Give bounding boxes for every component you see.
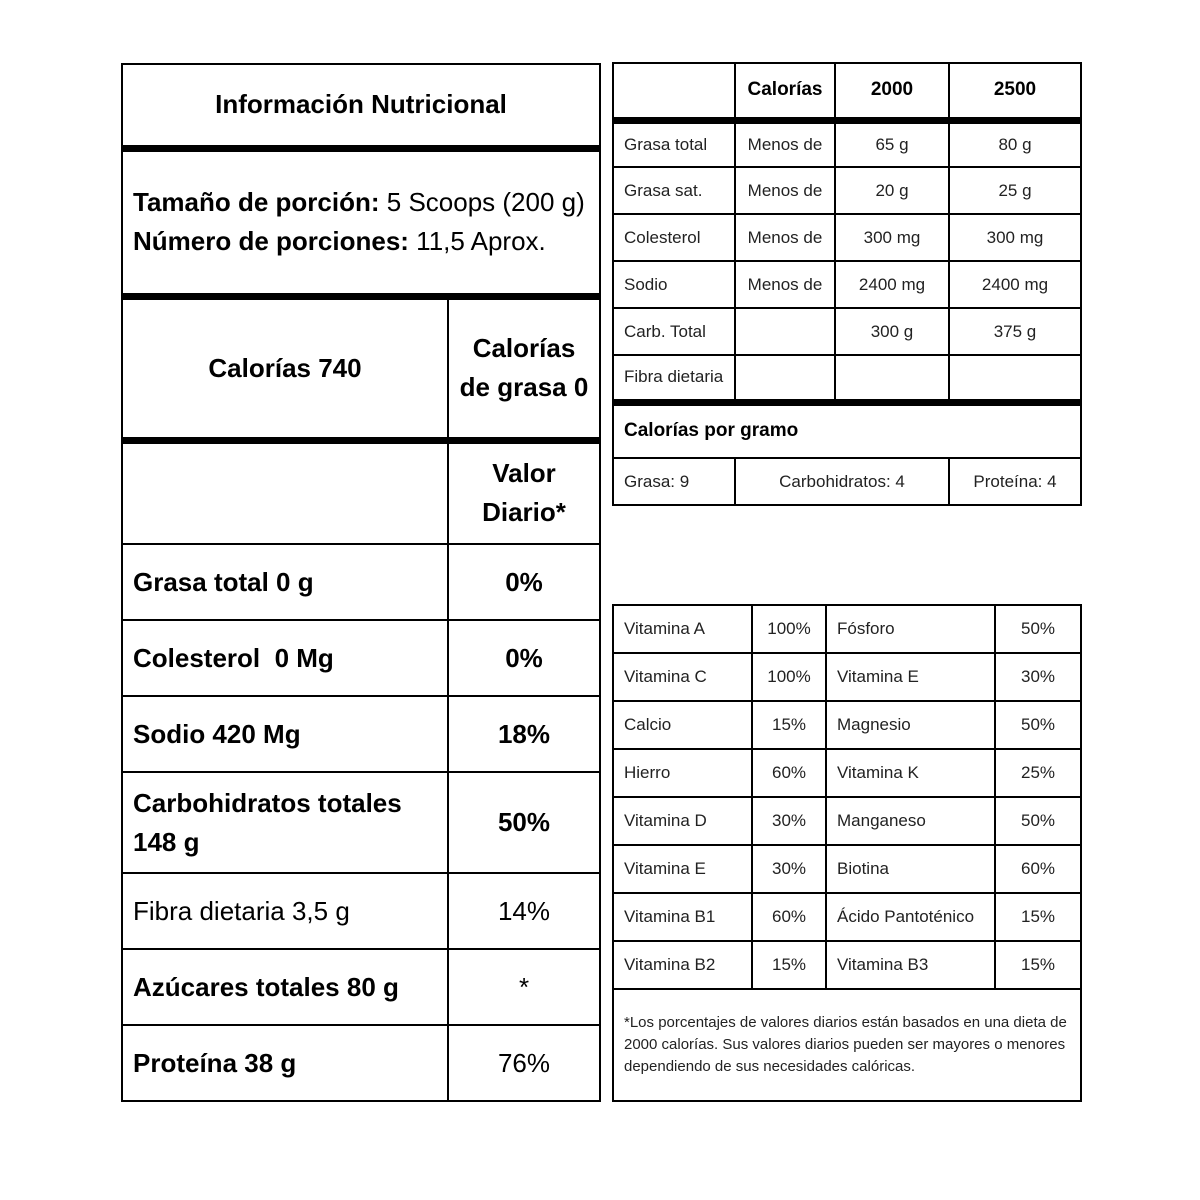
vitamin-dv: 30% bbox=[752, 797, 826, 845]
vitamin-dv: 50% bbox=[995, 605, 1081, 653]
reference-row bbox=[613, 120, 1081, 167]
reference-header-cell: 2000 bbox=[835, 63, 949, 120]
reference-value-2000: 300 g bbox=[835, 308, 949, 355]
nutrient-name: Azúcares totales 80 g bbox=[122, 949, 448, 1025]
calories-total: Calorías 740 bbox=[122, 296, 448, 440]
vitamin-row bbox=[613, 941, 1081, 989]
vitamin-dv: 25% bbox=[995, 749, 1081, 797]
reference-value-2500: 375 g bbox=[949, 308, 1081, 355]
reference-row bbox=[613, 308, 1081, 355]
vitamin-name: Biotina bbox=[826, 845, 995, 893]
vitamin-name: Ácido Pantoténico bbox=[826, 893, 995, 941]
vitamin-row bbox=[613, 893, 1081, 941]
reference-value-2500: 80 g bbox=[949, 120, 1081, 167]
nutrient-name: Sodio 420 Mg bbox=[122, 696, 448, 772]
vitamin-dv: 100% bbox=[752, 605, 826, 653]
vitamin-row bbox=[613, 605, 1081, 653]
nutrient-dv: 18% bbox=[448, 696, 600, 772]
vitamin-name: Vitamina B1 bbox=[613, 893, 752, 941]
nutrient-dv: 76% bbox=[448, 1025, 600, 1101]
label-title: Información Nutricional bbox=[122, 64, 600, 148]
serving-info bbox=[122, 148, 600, 296]
reference-qualifier bbox=[735, 308, 835, 355]
empty-cell bbox=[122, 440, 448, 544]
fat-calories-per-gram: Grasa: 9 bbox=[613, 458, 735, 505]
reference-value-2000 bbox=[835, 355, 949, 402]
nutrient-dv: 14% bbox=[448, 873, 600, 949]
vitamin-dv: 30% bbox=[752, 845, 826, 893]
daily-value-header: Valor Diario* bbox=[448, 440, 600, 544]
vitamin-dv: 60% bbox=[752, 893, 826, 941]
reference-nutrient: Fibra dietaria bbox=[613, 355, 735, 402]
vitamin-name: Vitamina A bbox=[613, 605, 752, 653]
vitamin-dv: 15% bbox=[752, 941, 826, 989]
carbs-calories-per-gram: Carbohidratos: 4 bbox=[735, 458, 949, 505]
nutrition-facts-table bbox=[121, 63, 601, 1102]
nutrient-row bbox=[122, 1025, 600, 1101]
reference-value-2500: 25 g bbox=[949, 167, 1081, 214]
vitamin-dv: 30% bbox=[995, 653, 1081, 701]
nutrient-row bbox=[122, 544, 600, 620]
reference-qualifier bbox=[735, 355, 835, 402]
reference-value-2000: 300 mg bbox=[835, 214, 949, 261]
nutrient-name: Proteína 38 g bbox=[122, 1025, 448, 1101]
serving-size-value: 5 Scoops (200 g) bbox=[379, 187, 585, 217]
vitamin-name: Manganeso bbox=[826, 797, 995, 845]
reference-qualifier: Menos de bbox=[735, 261, 835, 308]
vitamin-row bbox=[613, 749, 1081, 797]
vitamin-dv: 15% bbox=[995, 893, 1081, 941]
vitamin-name: Vitamina B2 bbox=[613, 941, 752, 989]
reference-value-2000: 20 g bbox=[835, 167, 949, 214]
vitamin-row bbox=[613, 701, 1081, 749]
reference-nutrient: Carb. Total bbox=[613, 308, 735, 355]
reference-row bbox=[613, 261, 1081, 308]
vitamin-name: Calcio bbox=[613, 701, 752, 749]
nutrient-row bbox=[122, 873, 600, 949]
daily-value-reference-table bbox=[612, 62, 1082, 506]
vitamin-dv: 100% bbox=[752, 653, 826, 701]
vitamin-dv: 15% bbox=[752, 701, 826, 749]
vitamin-dv: 50% bbox=[995, 797, 1081, 845]
nutrient-row bbox=[122, 772, 600, 873]
calories-per-gram-values bbox=[613, 458, 1081, 505]
vitamin-name: Vitamina C bbox=[613, 653, 752, 701]
reference-nutrient: Colesterol bbox=[613, 214, 735, 261]
reference-row bbox=[613, 214, 1081, 261]
reference-nutrient: Grasa sat. bbox=[613, 167, 735, 214]
vitamin-name: Vitamina D bbox=[613, 797, 752, 845]
servings-value: 11,5 Aprox. bbox=[408, 226, 546, 256]
daily-value-footnote: *Los porcentajes de valores diarios están basados en una dieta de 2000 calorías. Sus valores diarios pueden ser mayores o menores dependiendo de sus necesidades calóricas. bbox=[613, 989, 1081, 1101]
reference-header-cell: Calorías bbox=[735, 63, 835, 120]
vitamin-dv: 15% bbox=[995, 941, 1081, 989]
reference-qualifier: Menos de bbox=[735, 120, 835, 167]
reference-value-2500: 300 mg bbox=[949, 214, 1081, 261]
reference-nutrient: Sodio bbox=[613, 261, 735, 308]
serving-size-label: Tamaño de porción: bbox=[133, 187, 380, 217]
protein-calories-per-gram: Proteína: 4 bbox=[949, 458, 1081, 505]
vitamin-name: Vitamina B3 bbox=[826, 941, 995, 989]
calories-per-gram-row bbox=[613, 402, 1081, 458]
reference-value-2500 bbox=[949, 355, 1081, 402]
vitamin-row bbox=[613, 845, 1081, 893]
reference-nutrient: Grasa total bbox=[613, 120, 735, 167]
vitamin-row bbox=[613, 653, 1081, 701]
reference-value-2000: 2400 mg bbox=[835, 261, 949, 308]
vitamin-name: Fósforo bbox=[826, 605, 995, 653]
calories-from-fat: Calorías de grasa 0 bbox=[448, 296, 600, 440]
nutrient-name: Carbohidratos totales 148 g bbox=[122, 772, 448, 873]
vitamin-name: Vitamina K bbox=[826, 749, 995, 797]
reference-header-row bbox=[613, 63, 1081, 120]
vitamin-dv: 50% bbox=[995, 701, 1081, 749]
nutrient-dv: 0% bbox=[448, 620, 600, 696]
reference-qualifier: Menos de bbox=[735, 214, 835, 261]
vitamin-name: Magnesio bbox=[826, 701, 995, 749]
reference-value-2000: 65 g bbox=[835, 120, 949, 167]
reference-header-cell: 2500 bbox=[949, 63, 1081, 120]
reference-header-cell bbox=[613, 63, 735, 120]
vitamin-name: Hierro bbox=[613, 749, 752, 797]
nutrient-name: Colesterol 0 Mg bbox=[122, 620, 448, 696]
servings-label: Número de porciones: bbox=[133, 226, 409, 256]
vitamin-dv: 60% bbox=[995, 845, 1081, 893]
vitamin-name: Vitamina E bbox=[613, 845, 752, 893]
reference-value-2500: 2400 mg bbox=[949, 261, 1081, 308]
nutrient-name: Fibra dietaria 3,5 g bbox=[122, 873, 448, 949]
reference-qualifier: Menos de bbox=[735, 167, 835, 214]
reference-row bbox=[613, 355, 1081, 402]
vitamin-dv: 60% bbox=[752, 749, 826, 797]
nutrient-row bbox=[122, 949, 600, 1025]
vitamins-minerals-table bbox=[612, 604, 1082, 1102]
footnote-row bbox=[613, 989, 1081, 1101]
vitamin-row bbox=[613, 797, 1081, 845]
nutrient-dv: 50% bbox=[448, 772, 600, 873]
nutrient-row bbox=[122, 620, 600, 696]
nutrient-dv: * bbox=[448, 949, 600, 1025]
nutrient-name: Grasa total 0 g bbox=[122, 544, 448, 620]
calories-per-gram-title: Calorías por gramo bbox=[613, 402, 1081, 458]
vitamin-name: Vitamina E bbox=[826, 653, 995, 701]
reference-row bbox=[613, 167, 1081, 214]
nutrient-row bbox=[122, 696, 600, 772]
nutrient-dv: 0% bbox=[448, 544, 600, 620]
